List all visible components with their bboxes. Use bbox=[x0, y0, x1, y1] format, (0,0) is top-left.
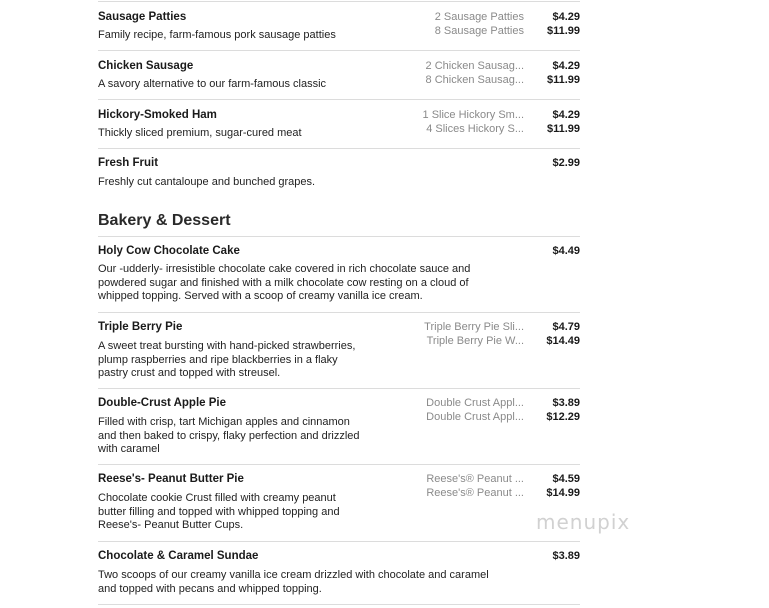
item-name: Double-Crust Apple Pie bbox=[98, 397, 226, 409]
variant-price: $3.89 bbox=[552, 397, 580, 409]
variant-row[interactable] bbox=[420, 244, 580, 258]
variant-label: Double Crust Appl... bbox=[426, 411, 524, 423]
variant-label: 8 Chicken Sausag... bbox=[425, 74, 524, 86]
item-name: Chocolate & Caramel Sundae bbox=[98, 550, 259, 562]
description-line: butter filling and topped with whipped topping and bbox=[98, 505, 340, 518]
variant-price: $11.99 bbox=[546, 25, 580, 37]
description-line: Our -udderly- irresistible chocolate cake covered in rich chocolate sauce and bbox=[98, 263, 471, 275]
variant-label: 4 Slices Hickory S... bbox=[426, 123, 524, 135]
description-line: Filled with crisp, tart Michigan apples and cinnamon bbox=[98, 416, 350, 428]
menu-item-hickory-smoked-ham[interactable] bbox=[98, 100, 580, 149]
variant-price: $4.49 bbox=[552, 245, 580, 257]
item-name: Fresh Fruit bbox=[98, 157, 159, 169]
variant-row[interactable] bbox=[420, 334, 580, 348]
description-line: A sweet treat bursting with hand-picked strawberries, bbox=[98, 340, 356, 352]
description-line: whipped topping. Served with a scoop of creamy vanilla ice cream. bbox=[98, 290, 423, 302]
menu-item-triple-berry-pie[interactable] bbox=[98, 313, 580, 389]
item-description: A savory alternative to our farm-famous classic bbox=[98, 78, 327, 90]
variant-row[interactable] bbox=[420, 59, 580, 73]
variant-price: $4.79 bbox=[552, 321, 580, 333]
description-line: and topped with pecans and whipped topping. bbox=[98, 582, 322, 595]
variant-label: 8 Sausage Patties bbox=[434, 25, 524, 37]
variant-row[interactable] bbox=[420, 549, 580, 563]
variant-row[interactable] bbox=[420, 122, 580, 136]
variant-row[interactable] bbox=[420, 108, 580, 122]
item-name: Reese's- Peanut Butter Pie bbox=[98, 473, 244, 485]
variant-row[interactable] bbox=[420, 396, 580, 410]
item-name: Triple Berry Pie bbox=[98, 321, 183, 333]
variant-row[interactable] bbox=[420, 156, 580, 170]
item-variants bbox=[420, 549, 580, 563]
menu-item-holy-cow-chocolate-cake[interactable] bbox=[98, 237, 580, 313]
menu-item-fresh-fruit[interactable] bbox=[98, 149, 580, 199]
menu-item-chicken-sausage[interactable] bbox=[98, 51, 580, 100]
variant-label: Triple Berry Pie W... bbox=[426, 335, 524, 347]
item-name: Chicken Sausage bbox=[98, 60, 194, 72]
description-line: with caramel bbox=[98, 443, 160, 455]
item-name: Holy Cow Chocolate Cake bbox=[98, 245, 240, 257]
variant-price: $4.29 bbox=[552, 60, 580, 72]
menu-item-chocolate-caramel-sundae[interactable] bbox=[98, 542, 580, 605]
variant-label: 1 Slice Hickory Sm... bbox=[422, 109, 524, 121]
variant-label: Reese's® Peanut ... bbox=[426, 487, 524, 499]
variant-price: $2.99 bbox=[552, 157, 580, 169]
item-description bbox=[98, 492, 398, 533]
item-variants bbox=[420, 59, 580, 87]
description-line: plump raspberries and ripe blackberries in a flaky bbox=[98, 353, 338, 366]
item-description bbox=[98, 263, 488, 304]
item-description: Family recipe, farm-famous pork sausage patties bbox=[98, 29, 336, 41]
description-line: Two scoops of our creamy vanilla ice cream drizzled with chocolate and caramel bbox=[98, 569, 489, 581]
item-variants bbox=[420, 396, 580, 424]
variant-price: $12.29 bbox=[546, 411, 580, 423]
menupix-watermark: menupix bbox=[536, 510, 631, 534]
item-name: Hickory-Smoked Ham bbox=[98, 109, 217, 121]
variant-price: $4.29 bbox=[552, 11, 580, 23]
variant-price: $14.99 bbox=[546, 487, 580, 499]
variant-label: 2 Sausage Patties bbox=[434, 11, 524, 23]
variant-row[interactable] bbox=[420, 410, 580, 424]
variant-price: $4.29 bbox=[552, 109, 580, 121]
item-description bbox=[98, 340, 398, 381]
item-description bbox=[98, 569, 498, 596]
variant-row[interactable] bbox=[420, 24, 580, 38]
variant-label: Double Crust Appl... bbox=[426, 397, 524, 409]
menu-item-reeses-peanut-butter-pie[interactable] bbox=[98, 465, 580, 542]
item-variants bbox=[420, 156, 580, 170]
variant-price: $14.49 bbox=[546, 335, 580, 347]
item-name: Sausage Patties bbox=[98, 11, 187, 23]
variant-row[interactable] bbox=[420, 73, 580, 87]
variant-label: Reese's® Peanut ... bbox=[426, 473, 524, 485]
item-description bbox=[98, 416, 398, 457]
description-line: Reese's- Peanut Butter Cups. bbox=[98, 519, 244, 531]
item-variants bbox=[420, 472, 580, 500]
variant-price: $4.59 bbox=[552, 473, 580, 485]
variant-row[interactable] bbox=[420, 10, 580, 24]
variant-label: Triple Berry Pie Sli... bbox=[424, 321, 524, 333]
item-description: Thickly sliced premium, sugar-cured meat bbox=[98, 127, 302, 139]
item-description: Freshly cut cantaloupe and bunched grapes. bbox=[98, 176, 316, 188]
section-title-bakery-dessert: Bakery & Dessert bbox=[98, 212, 231, 229]
variant-row[interactable] bbox=[420, 472, 580, 486]
description-line: powdered sugar and finished with a milk chocolate cow resting on a cloud of bbox=[98, 276, 469, 289]
menu-item-sausage-patties[interactable] bbox=[98, 2, 580, 51]
item-variants bbox=[420, 108, 580, 136]
variant-price: $3.89 bbox=[552, 550, 580, 562]
variant-price: $11.99 bbox=[546, 123, 580, 135]
variant-row[interactable] bbox=[420, 320, 580, 334]
item-variants bbox=[420, 320, 580, 348]
item-variants bbox=[420, 244, 580, 258]
description-line: and then baked to crispy, flaky perfection and drizzled bbox=[98, 429, 360, 442]
description-line: Chocolate cookie Crust filled with creamy peanut bbox=[98, 492, 336, 504]
menu-item-double-crust-apple-pie[interactable] bbox=[98, 389, 580, 465]
description-line: pastry crust and topped with streusel. bbox=[98, 367, 281, 379]
variant-label: 2 Chicken Sausag... bbox=[425, 60, 524, 72]
variant-row[interactable] bbox=[420, 486, 580, 500]
item-variants bbox=[420, 10, 580, 38]
variant-price: $11.99 bbox=[546, 74, 580, 86]
